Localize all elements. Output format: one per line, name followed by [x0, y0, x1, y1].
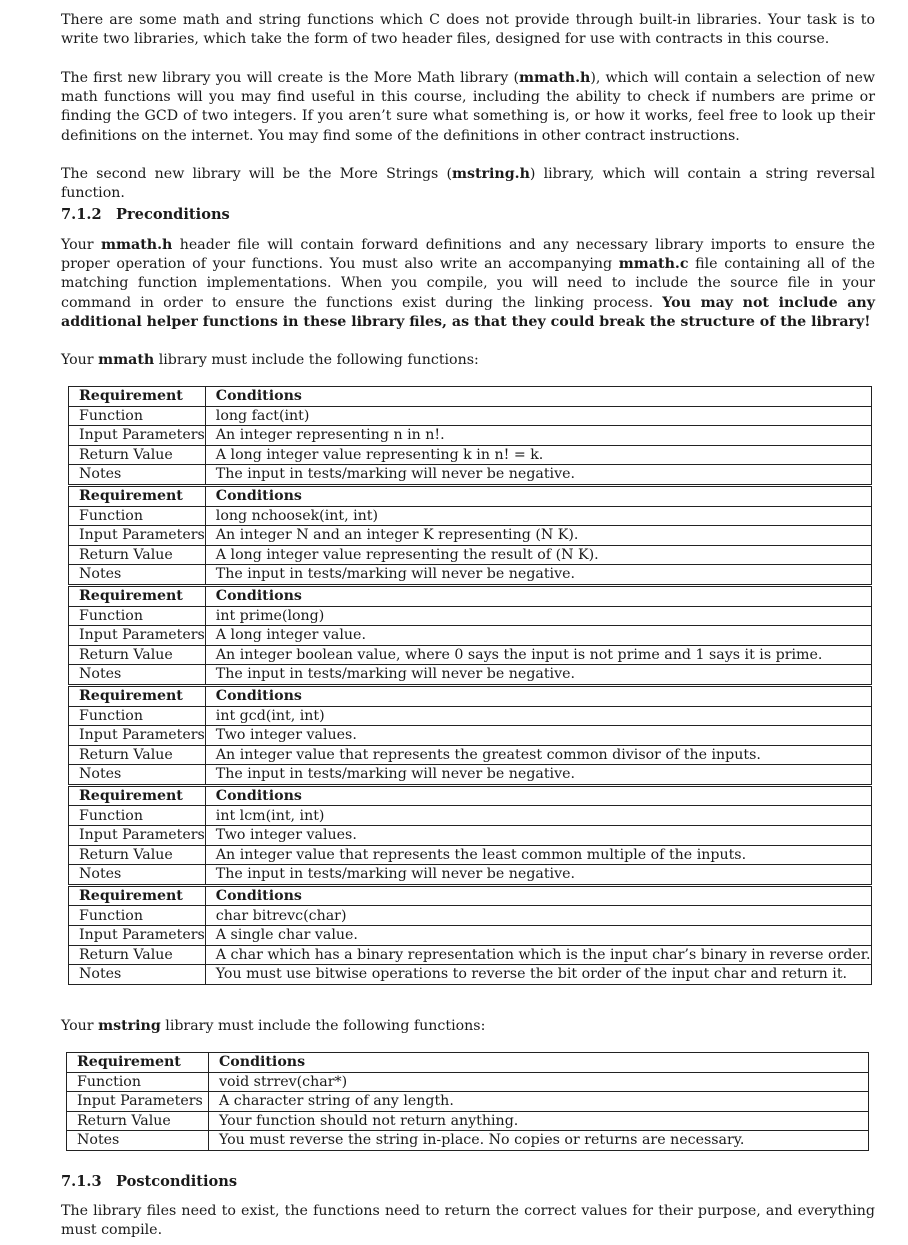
row-value-function: int prime(long)	[205, 606, 871, 626]
row-label: Input Parameters	[69, 526, 206, 546]
row-label: Return Value	[69, 645, 206, 665]
table-row	[69, 406, 872, 426]
row-value-function: int gcd(int, int)	[205, 706, 871, 726]
section-heading-preconditions	[61, 206, 230, 223]
table-row	[69, 606, 872, 626]
row-value-return: A char which has a binary representation which is the input char’s binary in reverse order.	[205, 945, 871, 965]
row-label: Function	[69, 706, 206, 726]
section-heading-postconditions	[61, 1173, 237, 1190]
row-value-notes: The input in tests/marking will never be negative.	[205, 565, 871, 586]
intro-paragraph-1: There are some math and string functions which C does not provide through built-in libraries. Your task is to write two libraries, which take the form of two header files, designed for use with contracts in this course.	[61, 12, 875, 48]
row-value-input: A long integer value.	[205, 626, 871, 646]
row-label: Input Parameters	[69, 726, 206, 746]
table-row	[69, 906, 872, 926]
text-run: header file will contain forward definitions and any necessary library imports to ensure the proper operation of your functions. You must also write an accompanying	[61, 237, 875, 273]
row-label: Requirement	[69, 785, 206, 806]
row-label: Requirement	[69, 885, 206, 906]
table-row	[69, 865, 872, 886]
table-row	[69, 765, 872, 786]
intro-paragraph-3	[61, 165, 875, 203]
text-run: ) library, which will contain a string reversal function.	[61, 166, 875, 202]
row-value-input: An integer representing n in n!.	[205, 426, 871, 446]
row-label: Return Value	[69, 845, 206, 865]
row-label: Input Parameters	[69, 826, 206, 846]
table-row	[69, 665, 872, 686]
table-header-row	[69, 485, 872, 506]
table-row	[69, 726, 872, 746]
text-run: library must include the following functions:	[160, 1018, 486, 1034]
text-run: The first new library you will create is the More Math library (	[61, 70, 519, 86]
filename-mmath-h: mmath.h	[518, 70, 591, 86]
row-label: Notes	[67, 1131, 209, 1151]
row-value-input: Two integer values.	[205, 826, 871, 846]
table-row	[69, 945, 872, 965]
conditions-header: Conditions	[205, 585, 871, 606]
table-row	[69, 445, 872, 465]
row-value-notes: You must reverse the string in-place. No copies or returns are necessary.	[209, 1131, 869, 1151]
row-value-return: A long integer value representing k in n! = k.	[205, 445, 871, 465]
table-row	[69, 465, 872, 486]
section-number: 7.1.2	[61, 206, 102, 223]
table-row	[69, 845, 872, 865]
table-row	[67, 1072, 869, 1092]
mmath-intro	[61, 351, 875, 370]
table-row	[69, 506, 872, 526]
table-row	[69, 526, 872, 546]
mmath-requirements-table	[68, 386, 872, 985]
table-row	[69, 706, 872, 726]
row-label: Return Value	[69, 445, 206, 465]
table-header-row	[69, 785, 872, 806]
table-row	[67, 1092, 869, 1112]
row-label: Function	[69, 406, 206, 426]
row-label: Input Parameters	[69, 426, 206, 446]
table-header-row	[67, 1053, 869, 1073]
text-run: ), which will contain a selection of new math functions will you may find useful in this course, including the ability to check if numbers are prime or finding the GCD of two integers. If you aren’t sure what something is, or how it works, feel free to look up their definitions on the internet. You may find some of the definitions in other contract instructions.	[61, 70, 875, 144]
text-run: Your	[61, 352, 99, 368]
row-label: Requirement	[67, 1053, 209, 1073]
row-label: Notes	[69, 465, 206, 486]
section-title: Postconditions	[116, 1173, 238, 1190]
text-run: file containing all of the matching function implementations. When you compile, you will need to include the source file in your command in order to ensure the functions exist during the linking process.	[61, 256, 875, 311]
row-value-notes: The input in tests/marking will never be negative.	[205, 465, 871, 486]
table-row	[67, 1111, 869, 1131]
conditions-header: Conditions	[209, 1053, 869, 1073]
row-value-function: long fact(int)	[205, 406, 871, 426]
row-label: Input Parameters	[67, 1092, 209, 1112]
mstring-intro	[61, 1017, 875, 1036]
section-number: 7.1.3	[61, 1173, 102, 1190]
table-row	[69, 926, 872, 946]
text-run: Your	[61, 1018, 99, 1034]
row-label: Function	[67, 1072, 209, 1092]
library-name-mstring: mstring	[98, 1018, 161, 1034]
row-label: Requirement	[69, 585, 206, 606]
row-label: Return Value	[69, 545, 206, 565]
row-value-return: An integer boolean value, where 0 says the input is not prime and 1 says it is prime.	[205, 645, 871, 665]
row-value-notes: The input in tests/marking will never be negative.	[205, 865, 871, 886]
row-value-return: A long integer value representing the result of (N K).	[205, 545, 871, 565]
row-value-input: A single char value.	[205, 926, 871, 946]
mstring-requirements-table	[66, 1052, 869, 1151]
row-label: Function	[69, 506, 206, 526]
table-header-row	[69, 387, 872, 407]
helper-functions-warning: You may not include any additional helper functions in these library files, as that they could break the structure of the library!	[61, 294, 875, 330]
row-label: Input Parameters	[69, 926, 206, 946]
postconditions-paragraph: The library files need to exist, the functions need to return the correct values for their purpose, and everything must compile.	[61, 1203, 875, 1239]
table-header-row	[69, 585, 872, 606]
row-value-return: An integer value that represents the least common multiple of the inputs.	[205, 845, 871, 865]
row-label: Notes	[69, 665, 206, 686]
conditions-header: Conditions	[205, 387, 871, 407]
conditions-header: Conditions	[205, 485, 871, 506]
table-row	[69, 545, 872, 565]
table-header-row	[69, 685, 872, 706]
row-value-input: A character string of any length.	[209, 1092, 869, 1112]
section-title: Preconditions	[116, 206, 230, 223]
table-row	[69, 806, 872, 826]
table-row	[69, 745, 872, 765]
row-value-notes: The input in tests/marking will never be negative.	[205, 765, 871, 786]
table-row	[69, 965, 872, 985]
row-label: Requirement	[69, 685, 206, 706]
row-value-notes: You must use bitwise operations to reverse the bit order of the input char and return it.	[205, 965, 871, 985]
row-label: Requirement	[69, 387, 206, 407]
conditions-header: Conditions	[205, 785, 871, 806]
intro-paragraph-2	[61, 69, 875, 146]
table-row	[67, 1131, 869, 1151]
row-label: Function	[69, 606, 206, 626]
table-header-row	[69, 885, 872, 906]
text-run: Your	[61, 237, 102, 253]
preconditions-paragraph	[61, 236, 875, 332]
library-name-mmath: mmath	[98, 352, 155, 368]
row-value-notes: The input in tests/marking will never be negative.	[205, 665, 871, 686]
row-value-input: An integer N and an integer K representing (N K).	[205, 526, 871, 546]
table-row	[69, 826, 872, 846]
row-value-function: char bitrevc(char)	[205, 906, 871, 926]
filename-mmath-c: mmath.c	[618, 256, 689, 273]
table-row	[69, 645, 872, 665]
row-value-return: Your function should not return anything.	[209, 1111, 869, 1131]
table-row	[69, 565, 872, 586]
text-run: library must include the following functions:	[154, 352, 479, 368]
row-label: Notes	[69, 965, 206, 985]
row-value-function: long nchoosek(int, int)	[205, 506, 871, 526]
filename-mmath-h: mmath.h	[101, 237, 173, 253]
table-row	[69, 626, 872, 646]
table-row	[69, 426, 872, 446]
conditions-header: Conditions	[205, 685, 871, 706]
filename-mstring-h: mstring.h	[452, 166, 530, 182]
row-label: Notes	[69, 765, 206, 786]
row-value-function: int lcm(int, int)	[205, 806, 871, 826]
row-label: Return Value	[69, 945, 206, 965]
conditions-header: Conditions	[205, 885, 871, 906]
text-run: The second new library will be the More Strings (	[61, 166, 452, 182]
row-label: Notes	[69, 565, 206, 586]
row-label: Requirement	[69, 485, 206, 506]
row-label: Return Value	[69, 745, 206, 765]
row-value-return: An integer value that represents the greatest common divisor of the inputs.	[205, 745, 871, 765]
row-label: Function	[69, 906, 206, 926]
row-label: Return Value	[67, 1111, 209, 1131]
row-label: Function	[69, 806, 206, 826]
row-value-function: void strrev(char*)	[209, 1072, 869, 1092]
row-label: Notes	[69, 865, 206, 886]
row-label: Input Parameters	[69, 626, 206, 646]
row-value-input: Two integer values.	[205, 726, 871, 746]
